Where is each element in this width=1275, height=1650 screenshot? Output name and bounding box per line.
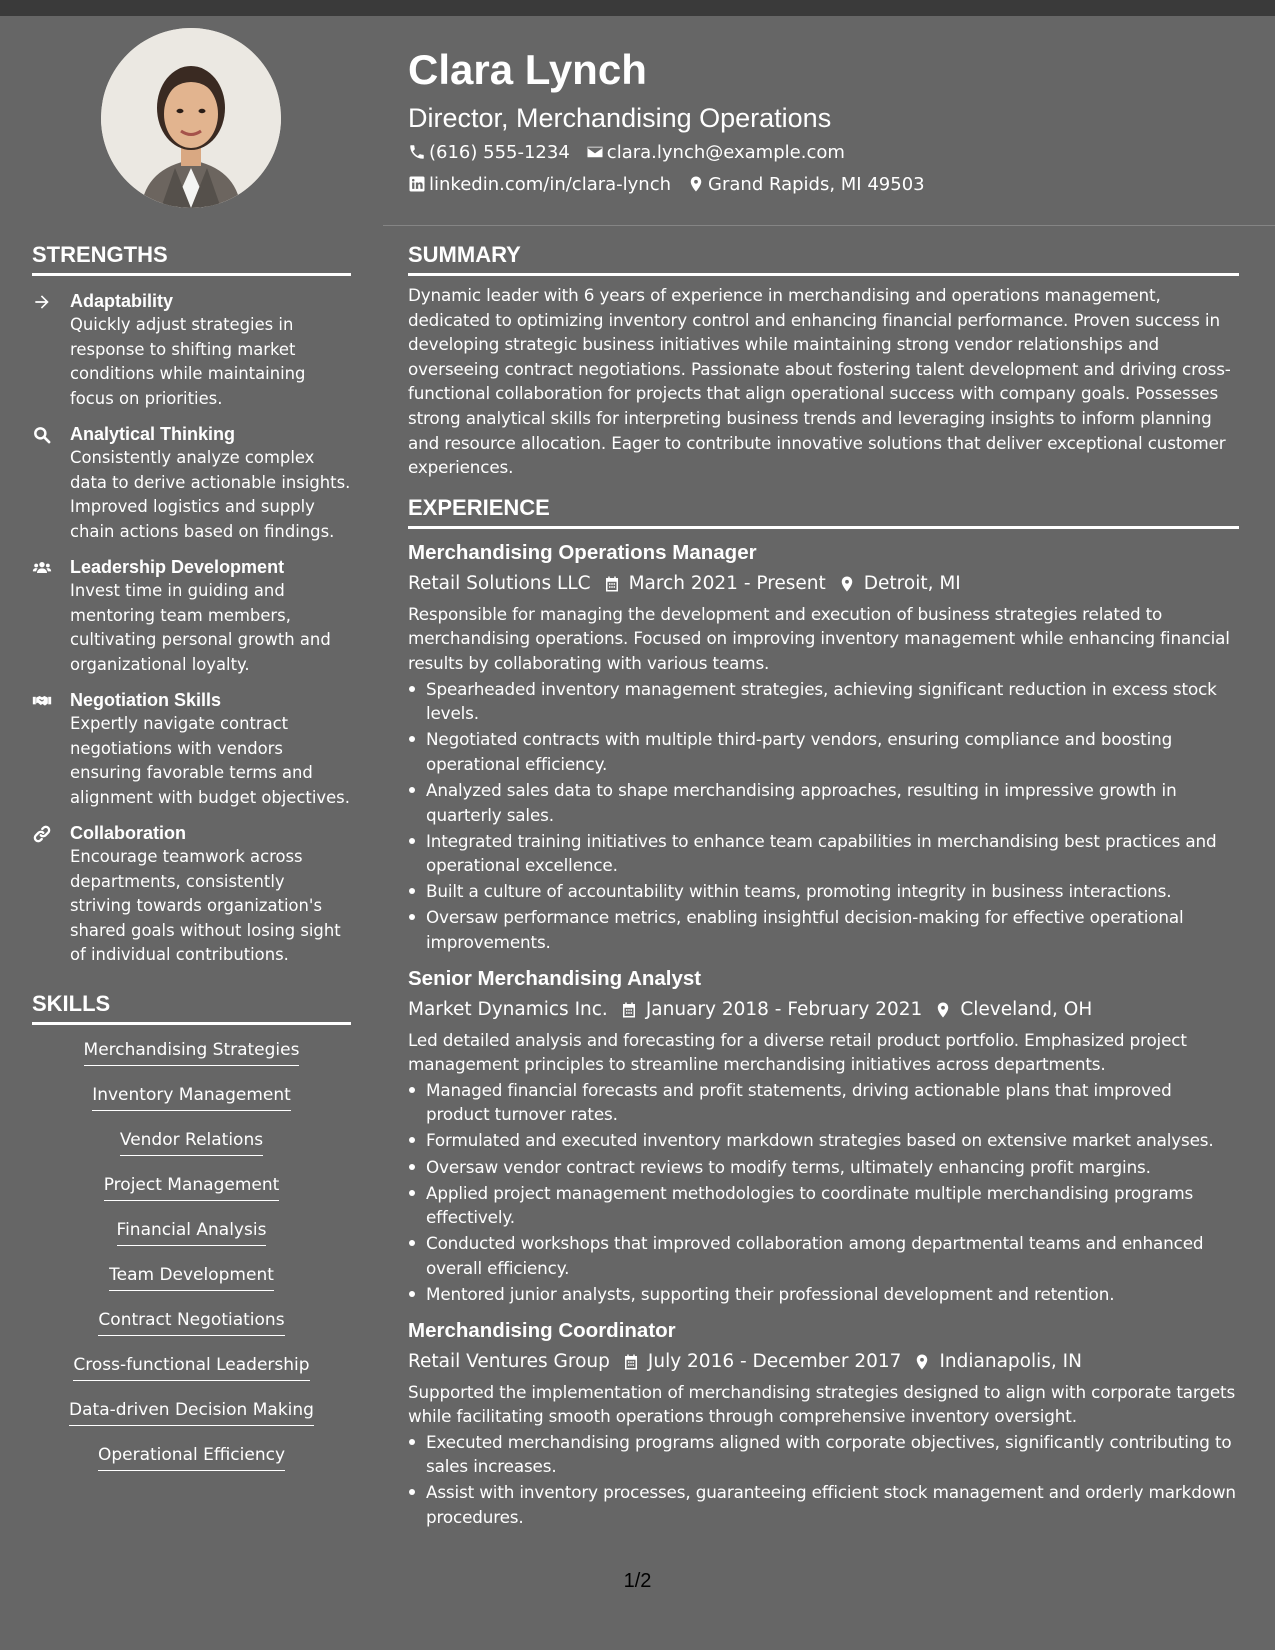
- skill-tag: Team Development: [109, 1263, 274, 1291]
- skill-tag: Vendor Relations: [120, 1128, 263, 1156]
- skill-tag: Inventory Management: [92, 1083, 291, 1111]
- search-icon: [32, 425, 52, 445]
- strength-desc: Invest time in guiding and mentoring team members, cultivating personal growth and organizational loyalty.: [70, 581, 331, 674]
- summary-text: Dynamic leader with 6 years of experience in merchandising and operations management, dedicated to optimizing inventory control and enhancing financial performance. Proven success in developing strategic business initiatives while maintaining strong vendor relationships and overseeing contract negotiations. Passionate about fostering talent development and driving cross-functional collaboration for projects that align operational success with company goals. Possesses strong analytical skills for interpreting business trends and leveraging insights to inform planning and resource allocation. Eager to contribute innovative solutions that deliver exceptional customer experiences.: [408, 285, 1231, 478]
- summary-rule: [408, 273, 1239, 276]
- job-title: Senior Merchandising Analyst: [408, 966, 702, 990]
- right-column: [408, 240, 1239, 1531]
- skill-tag: Merchandising Strategies: [84, 1038, 300, 1066]
- job-title: Merchandising Coordinator: [408, 1318, 676, 1342]
- bullet-item: Conducted workshops that improved collaboration among departmental teams and enhanced overall efficiency.: [408, 1231, 1239, 1280]
- strength-desc: Consistently analyze complex data to derive actionable insights. Improved logistics and supply chain actions based on findings.: [70, 448, 351, 541]
- bullet-item: Oversaw performance metrics, enabling insightful decision-making for effective operational improvements.: [408, 905, 1239, 954]
- strength-name: Collaboration: [70, 823, 186, 843]
- skills-list: [32, 1038, 351, 1488]
- strength-name: Adaptability: [70, 291, 174, 311]
- top-bar: [0, 0, 1275, 16]
- job-bullets: [408, 1078, 1239, 1307]
- strengths-heading: STRENGTHS: [32, 242, 168, 267]
- skills-heading: SKILLS: [32, 990, 111, 1016]
- contact-phone: [408, 142, 570, 163]
- bullet-item: Analyzed sales data to shape merchandising approaches, resulting in impressive growth in quarterly sales.: [408, 778, 1239, 827]
- contact-row-2: [408, 168, 1238, 200]
- map-pin-icon: [934, 1001, 952, 1019]
- strength-name: Analytical Thinking: [70, 424, 236, 444]
- candidate-name: Clara Lynch: [408, 46, 647, 93]
- bullet-item: Mentored junior analysts, supporting their professional development and retention.: [408, 1282, 1239, 1307]
- job-entry: [408, 964, 1239, 1307]
- experience-heading: EXPERIENCE: [408, 494, 550, 520]
- job-location: Indianapolis, IN: [939, 1350, 1082, 1372]
- contact-email[interactable]: [586, 142, 845, 163]
- calendar-icon: [603, 575, 621, 593]
- skill-tag: Financial Analysis: [117, 1218, 267, 1246]
- job-company: Retail Ventures Group: [408, 1350, 610, 1372]
- bullet-item: Executed merchandising programs aligned with corporate objectives, significantly contributing to sales increases.: [408, 1430, 1239, 1479]
- bullet-item: Managed financial forecasts and profit statements, driving actionable plans that improved product turnover rates.: [408, 1078, 1239, 1127]
- skills-rule: [32, 1022, 351, 1025]
- header-divider: [383, 225, 1275, 226]
- skill-tag: Project Management: [104, 1173, 280, 1201]
- job-description: Led detailed analysis and forecasting for a diverse retail product portfolio. Emphasized project management principles to streamline merchandising initiatives across departments.: [408, 1029, 1187, 1075]
- strengths-rule: [32, 273, 351, 276]
- bullet-item: Built a culture of accountability within teams, promoting integrity in business interactions.: [408, 879, 1239, 904]
- job-description: Supported the implementation of merchandising strategies designed to align with corporate targets while facilitating smooth operations through comprehensive inventory oversight.: [408, 1381, 1236, 1427]
- handshake-icon: [32, 691, 52, 711]
- bullet-item: Oversaw vendor contract reviews to modify terms, ultimately enhancing profit margins.: [408, 1155, 1239, 1180]
- contact-location: [687, 174, 925, 195]
- job-dates: July 2016 - December 2017: [647, 1350, 902, 1372]
- strength-item: [32, 289, 351, 411]
- job-description: Responsible for managing the development and execution of business strategies related to merchandising operations. Focused on improving inventory management while enhancing financial results by collaborating with various teams.: [408, 603, 1230, 673]
- job-title: Merchandising Operations Manager: [408, 540, 757, 564]
- contact-row-1: [408, 136, 1238, 168]
- envelope-icon: [586, 143, 604, 161]
- strength-item: [32, 422, 351, 544]
- job-company: Retail Solutions LLC: [408, 572, 591, 594]
- summary-heading: SUMMARY: [408, 242, 521, 267]
- calendar-icon: [620, 1001, 638, 1019]
- calendar-icon: [622, 1353, 640, 1371]
- job-entry: [408, 538, 1239, 955]
- strength-name: Leadership Development: [70, 557, 285, 577]
- resume-header: [408, 40, 1238, 200]
- strength-name: Negotiation Skills: [70, 690, 222, 710]
- map-pin-icon: [913, 1353, 931, 1371]
- skill-tag: Contract Negotiations: [98, 1308, 284, 1336]
- phone-text: (616) 555-1234: [429, 141, 570, 163]
- job-meta: [408, 1346, 1239, 1378]
- phone-icon: [408, 143, 426, 161]
- linkedin-icon: [408, 175, 426, 193]
- job-meta: [408, 568, 1239, 600]
- experience-rule: [408, 526, 1239, 529]
- contact-linkedin[interactable]: [408, 174, 671, 195]
- job-company: Market Dynamics Inc.: [408, 998, 608, 1020]
- page-number: 1/2: [623, 1570, 652, 1592]
- email-text[interactable]: clara.lynch@example.com: [606, 141, 845, 163]
- skill-tag: Operational Efficiency: [98, 1443, 285, 1471]
- job-bullets: [408, 677, 1239, 955]
- map-pin-icon: [687, 175, 705, 193]
- bullet-item: Applied project management methodologies to coordinate multiple merchandising programs effectively.: [408, 1181, 1239, 1230]
- skill-tag: Cross-functional Leadership: [73, 1353, 309, 1381]
- job-meta: [408, 994, 1239, 1026]
- location-text: Grand Rapids, MI 49503: [708, 173, 925, 195]
- strengths-list: [32, 289, 351, 968]
- job-bullets: [408, 1430, 1239, 1530]
- bullet-item: Formulated and executed inventory markdown strategies based on extensive market analyses.: [408, 1128, 1239, 1153]
- linkedin-text[interactable]: linkedin.com/in/clara-lynch: [429, 173, 672, 195]
- link-icon: [32, 824, 52, 844]
- strength-desc: Quickly adjust strategies in response to shifting market conditions while maintaining focus on priorities.: [70, 315, 306, 408]
- strength-desc: Expertly navigate contract negotiations with vendors ensuring favorable terms and alignment with budget objectives.: [70, 714, 350, 807]
- strength-item: [32, 555, 351, 677]
- job-location: Cleveland, OH: [960, 998, 1093, 1020]
- map-pin-icon: [838, 575, 856, 593]
- job-entry: [408, 1316, 1239, 1530]
- skill-tag: Data-driven Decision Making: [69, 1398, 314, 1426]
- profile-photo: [101, 28, 281, 208]
- bullet-item: Negotiated contracts with multiple third-party vendors, ensuring compliance and boosting operational efficiency.: [408, 727, 1239, 776]
- left-column: [32, 240, 351, 1488]
- bullet-item: Assist with inventory processes, guaranteeing efficient stock management and orderly markdown procedures.: [408, 1480, 1239, 1529]
- job-location: Detroit, MI: [863, 572, 961, 594]
- arrow-right-icon: [32, 292, 52, 312]
- strength-desc: Encourage teamwork across departments, consistently striving towards organization's shared goals without losing sight of individual contributions.: [70, 847, 341, 964]
- candidate-title: Director, Merchandising Operations: [408, 103, 832, 133]
- strength-item: [32, 821, 351, 968]
- bullet-item: Spearheaded inventory management strategies, achieving significant reduction in excess stock levels.: [408, 677, 1239, 726]
- bullet-item: Integrated training initiatives to enhance team capabilities in merchandising best practices and operational excellence.: [408, 829, 1239, 878]
- strength-item: [32, 688, 351, 810]
- job-dates: March 2021 - Present: [628, 572, 826, 594]
- job-dates: January 2018 - February 2021: [645, 998, 923, 1020]
- users-icon: [32, 558, 52, 578]
